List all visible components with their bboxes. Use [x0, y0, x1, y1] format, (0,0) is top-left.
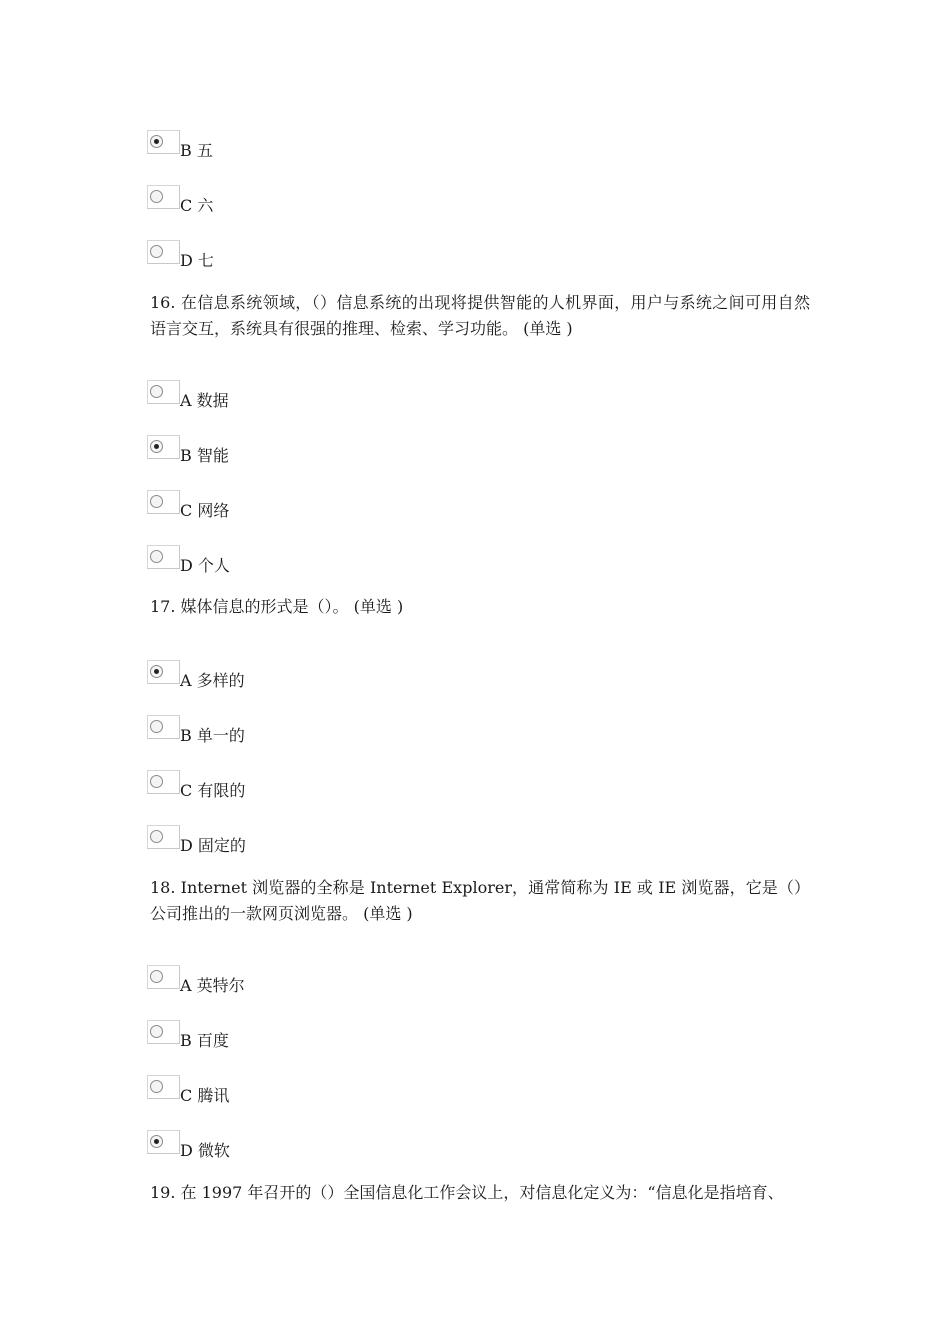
option-label — [180, 252, 214, 270]
radio-checked-icon — [150, 665, 163, 678]
radio-unchecked-icon — [150, 495, 163, 508]
radio-button[interactable] — [147, 380, 180, 404]
option-letter: C — [180, 501, 193, 520]
option-letter: D — [180, 556, 193, 575]
radio-checked-icon — [150, 1135, 163, 1148]
option-letter: C — [180, 781, 193, 800]
answer-option[interactable] — [147, 660, 647, 694]
option-label — [180, 837, 246, 855]
radio-unchecked-icon — [150, 1080, 163, 1093]
radio-unchecked-icon — [150, 245, 163, 258]
answer-option[interactable] — [147, 240, 647, 274]
radio-button[interactable] — [147, 185, 180, 209]
option-text: 腾讯 — [197, 1086, 230, 1105]
option-label — [180, 142, 213, 160]
answer-option[interactable] — [147, 185, 647, 219]
option-text: 六 — [197, 196, 214, 215]
radio-button[interactable] — [147, 660, 180, 684]
answer-option[interactable] — [147, 545, 647, 579]
radio-checked-icon — [150, 135, 163, 148]
option-text: 单一的 — [196, 726, 245, 745]
question-text: 19. 在 1997 年召开的（）全国信息化工作会议上，对信息化定义为：“信息化是指培育、 — [150, 1183, 784, 1202]
radio-checked-icon — [150, 440, 163, 453]
answer-option[interactable] — [147, 1075, 647, 1109]
option-letter: C — [180, 196, 193, 215]
radio-unchecked-icon — [150, 1025, 163, 1038]
radio-button[interactable] — [147, 715, 180, 739]
question-text: 17. 媒体信息的形式是（）。 (单选 ) — [150, 597, 404, 616]
answer-option[interactable] — [147, 715, 647, 749]
option-label — [180, 447, 229, 465]
answer-option[interactable] — [147, 770, 647, 804]
answer-option[interactable] — [147, 1130, 647, 1164]
option-label — [180, 782, 245, 800]
radio-button[interactable] — [147, 770, 180, 794]
option-label — [180, 197, 213, 215]
option-text: 百度 — [196, 1031, 229, 1050]
option-text: 五 — [196, 141, 213, 160]
option-text: 智能 — [196, 446, 229, 465]
option-letter: C — [180, 1086, 193, 1105]
option-letter: D — [180, 1141, 193, 1160]
option-text: 有限的 — [197, 781, 246, 800]
option-label — [180, 1032, 229, 1050]
radio-unchecked-icon — [150, 720, 163, 733]
option-label — [180, 502, 229, 520]
option-label — [180, 977, 245, 995]
radio-unchecked-icon — [150, 385, 163, 398]
radio-dot-icon — [154, 444, 159, 449]
radio-button[interactable] — [147, 545, 180, 569]
radio-button[interactable] — [147, 1020, 180, 1044]
option-text: 个人 — [197, 556, 230, 575]
answer-option[interactable] — [147, 825, 647, 859]
radio-button[interactable] — [147, 825, 180, 849]
radio-dot-icon — [154, 669, 159, 674]
question-text: 16. 在信息系统领域，（）信息系统的出现将提供智能的人机界面，用户与系统之间可用自然语言交互，系统具有很强的推理、检索、学习功能。 (单选 ) — [150, 293, 810, 338]
option-label — [180, 557, 230, 575]
option-text: 多样的 — [196, 671, 245, 690]
radio-button[interactable] — [147, 130, 180, 154]
option-text: 固定的 — [197, 836, 246, 855]
radio-button[interactable] — [147, 1075, 180, 1099]
radio-button[interactable] — [147, 490, 180, 514]
option-letter: B — [180, 141, 192, 160]
answer-option[interactable] — [147, 965, 647, 999]
radio-unchecked-icon — [150, 190, 163, 203]
answer-option[interactable] — [147, 490, 647, 524]
option-label — [180, 672, 245, 690]
radio-button[interactable] — [147, 965, 180, 989]
radio-unchecked-icon — [150, 970, 163, 983]
answer-option[interactable] — [147, 130, 647, 164]
radio-unchecked-icon — [150, 550, 163, 563]
question-text: 18. Internet 浏览器的全称是 Internet Explorer，通常简称为 IE 或 IE 浏览器，它是（）公司推出的一款网页浏览器。 (单选 ) — [150, 878, 810, 923]
radio-dot-icon — [154, 139, 159, 144]
option-letter: B — [180, 446, 192, 465]
option-text: 网络 — [197, 501, 230, 520]
radio-button[interactable] — [147, 435, 180, 459]
option-text: 数据 — [196, 391, 229, 410]
option-letter: B — [180, 1031, 192, 1050]
option-letter: D — [180, 251, 193, 270]
option-label — [180, 727, 245, 745]
option-letter: A — [180, 976, 192, 995]
radio-unchecked-icon — [150, 775, 163, 788]
option-text: 七 — [197, 251, 214, 270]
option-label — [180, 392, 229, 410]
answer-option[interactable] — [147, 1020, 647, 1054]
radio-unchecked-icon — [150, 830, 163, 843]
radio-button[interactable] — [147, 240, 180, 264]
option-text: 微软 — [197, 1141, 230, 1160]
answer-option[interactable] — [147, 380, 647, 414]
option-label — [180, 1087, 229, 1105]
answer-option[interactable] — [147, 435, 647, 469]
option-letter: D — [180, 836, 193, 855]
option-text: 英特尔 — [196, 976, 245, 995]
option-label — [180, 1142, 230, 1160]
radio-dot-icon — [154, 1139, 159, 1144]
option-letter: A — [180, 391, 192, 410]
option-letter: A — [180, 671, 192, 690]
radio-button[interactable] — [147, 1130, 180, 1154]
option-letter: B — [180, 726, 192, 745]
